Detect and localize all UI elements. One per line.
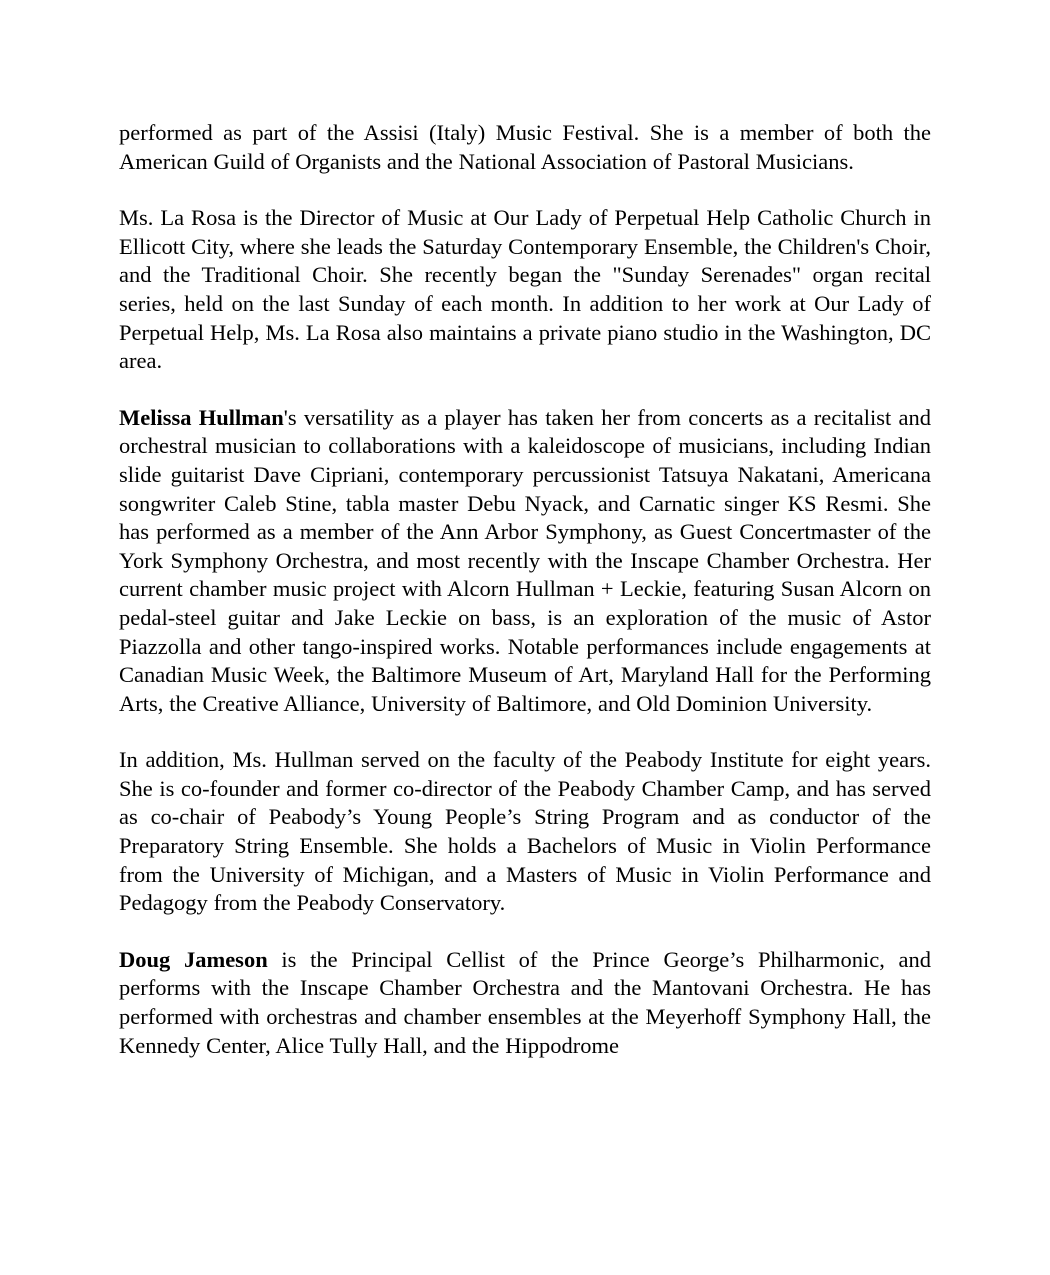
paragraph-body: 's versatility as a player has taken her from concerts as a recitalist and orchestral musician to collaborations with a kaleidoscope of musicians, including Indian slide guitarist Dave Cipriani, contemporary percussionist Tatsuya Nakatani, Americana songwriter Caleb Stine, tabla master Debu Nyack, and Carnatic singer KS Resmi. She has performed as a member of the Ann Arbor Symphony, as Guest Concertmaster of the York Symphony Orchestra, and most recently with the Inscape Chamber Orchestra. Her current chamber music project with Alcorn Hullman + Leckie, featuring Susan Alcorn on pedal-steel guitar and Jake Leckie on bass, is an exploration of the music of Astor Piazzolla and other tango-inspired works. Notable performances include engagements at Canadian Music Week, the Baltimore Museum of Art, Maryland Hall for the Performing Arts, the Creative Alliance, University of Baltimore, and Old Dominion University. — [119, 404, 931, 716]
paragraph-melissa-hullman-bio — [119, 404, 931, 719]
paragraph-body: Ms. La Rosa is the Director of Music at Our Lady of Perpetual Help Catholic Church in Ellicott City, where she leads the Saturday Contemporary Ensemble, the Children's Choir, and the Traditional Choir. She recently began the "Sunday Serenades" organ recital series, held on the last Sunday of each month. In addition to her work at Our Lady of Perpetual Help, Ms. La Rosa also maintains a private piano studio in the Washington, DC area. — [119, 205, 931, 374]
paragraph-la-rosa-director — [119, 204, 931, 376]
performer-name-melissa-hullman: Melissa Hullman — [119, 404, 284, 430]
paragraph-body: In addition, Ms. Hullman served on the faculty of the Peabody Institute for eight years. She is co-founder and former co-director of the Peabody Chamber Camp, and has served as co-chair of Peabody’s Young People’s String Program and as conductor of the Preparatory String Ensemble. She holds a Bachelors of Music in Violin Performance from the University of Michigan, and a Masters of Music in Violin Performance and Pedagogy from the Peabody Conservatory. — [119, 747, 931, 916]
paragraph-body: is the Principal Cellist of the Prince George’s Philharmonic, and performs with the Inscape Chamber Orchestra and the Mantovani Orchestra. He has performed with orchestras and chamber ensembles at the Meyerhoff Symphony Hall, the Kennedy Center, Alice Tully Hall, and the Hippodrome — [119, 946, 931, 1058]
paragraph-doug-jameson-bio — [119, 946, 931, 1060]
paragraph-body: performed as part of the Assisi (Italy) Music Festival. She is a member of both the American Guild of Organists and the National Association of Pastoral Musicians. — [119, 120, 931, 174]
performer-name-doug-jameson: Doug Jameson — [119, 946, 268, 972]
document-text-column — [119, 119, 931, 1060]
paragraph-hullman-peabody — [119, 746, 931, 918]
paragraph-assisi-festival — [119, 119, 931, 176]
